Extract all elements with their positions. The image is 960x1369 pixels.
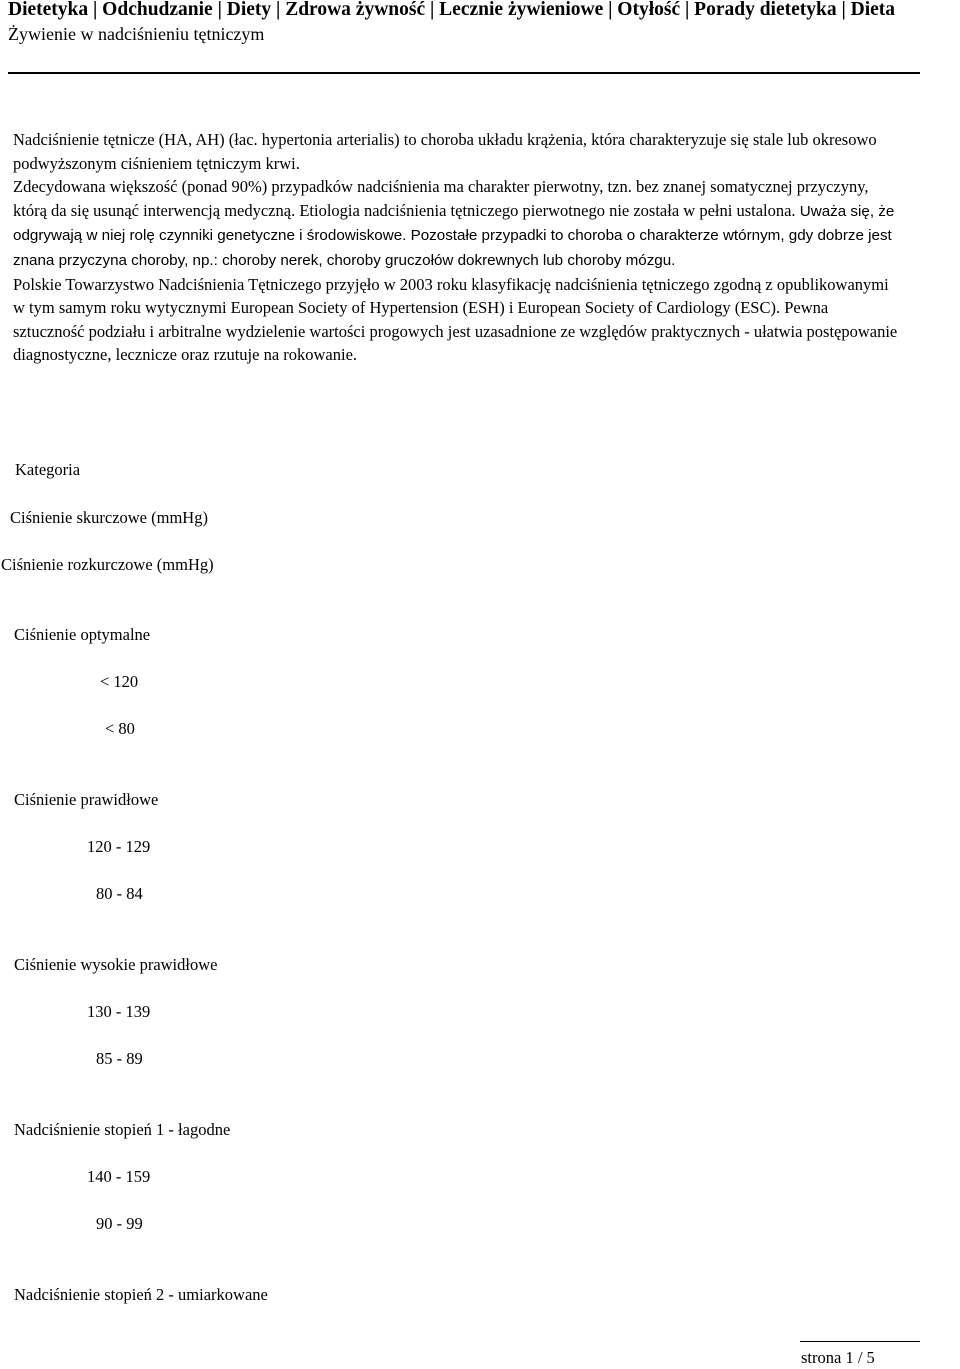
table-row-systolic: 130 - 139 xyxy=(87,1002,151,1021)
paragraph-etiology xyxy=(13,175,903,272)
table-row-category: Ciśnienie optymalne xyxy=(14,625,151,644)
table-row-diastolic: 90 - 99 xyxy=(96,1214,143,1233)
header-divider xyxy=(8,72,920,74)
footer-divider xyxy=(800,1341,920,1342)
table-row-category: Ciśnienie wysokie prawidłowe xyxy=(14,955,218,974)
page-number: strona 1 / 5 xyxy=(801,1348,875,1367)
paragraph-etiology-serif: Zdecydowana większość (ponad 90%) przypadków nadciśnienia ma charakter pierwotny, tzn. bez znanej somatycznej przyczyny, którą da się usunąć interwencją medyczną. Etiologia nadciśnienia tętniczego pierwotnego nie została w pełni ustalona. xyxy=(13,177,869,220)
table-row-diastolic: < 80 xyxy=(105,719,135,738)
article-body xyxy=(13,128,903,367)
table-row-diastolic: 85 - 89 xyxy=(96,1049,143,1068)
paragraph-definition: Nadciśnienie tętnicze (HA, AH) (łac. hypertonia arterialis) to choroba układu krążenia, która charakteryzuje się stale lub okresowo podwyższonym ciśnieniem tętniczym krwi. xyxy=(13,130,877,173)
table-row-category: Nadciśnienie stopień 1 - łagodne xyxy=(14,1120,231,1139)
table-header-diastolic: Ciśnienie rozkurczowe (mmHg) xyxy=(1,555,214,574)
table-row-category: Nadciśnienie stopień 2 - umiarkowane xyxy=(14,1285,268,1304)
table-row-diastolic: 80 - 84 xyxy=(96,884,143,903)
table-row-category: Ciśnienie prawidłowe xyxy=(14,790,159,809)
table-header-systolic: Ciśnienie skurczowe (mmHg) xyxy=(10,508,208,527)
paragraph-classification: Polskie Towarzystwo Nadciśnienia Tętniczego przyjęło w 2003 roku klasyfikację nadciśnienia tętniczego zgodną z opublikowanymi w tym samym roku wytycznymi European Society of Hypertension (ESH) i European Society of Cardiology (ESC). Pewna sztuczność podziału i arbitralne wydzielenie wartości progowych jest uzasadnione ze względów praktycznych - ułatwia postępowanie diagnostyczne, lecznicze oraz rzutuje na rokowanie. xyxy=(13,274,898,365)
table-row-systolic: 140 - 159 xyxy=(87,1167,151,1186)
page-title: Żywienie w nadciśnieniu tętniczym xyxy=(8,24,265,44)
paragraph-etiology-sans: Uważa się, że odgrywają w niej rolę czynniki genetyczne i środowiskowe. Pozostałe przypadki to choroba o charakterze wtórnym, gdy dobrze jest znana przyczyna choroby, np.: choroby nerek, choroby gruczołów dokrewnych lub choroby mózgu. xyxy=(13,202,895,269)
table-row-systolic: < 120 xyxy=(100,672,139,691)
table-header-category: Kategoria xyxy=(15,460,81,479)
table-row-systolic: 120 - 129 xyxy=(87,837,151,856)
site-title: Dietetyka | Odchudzanie | Diety | Zdrowa żywność | Lecznie żywieniowe | Otyłość | Porady dietetyka | Dieta xyxy=(8,0,896,20)
